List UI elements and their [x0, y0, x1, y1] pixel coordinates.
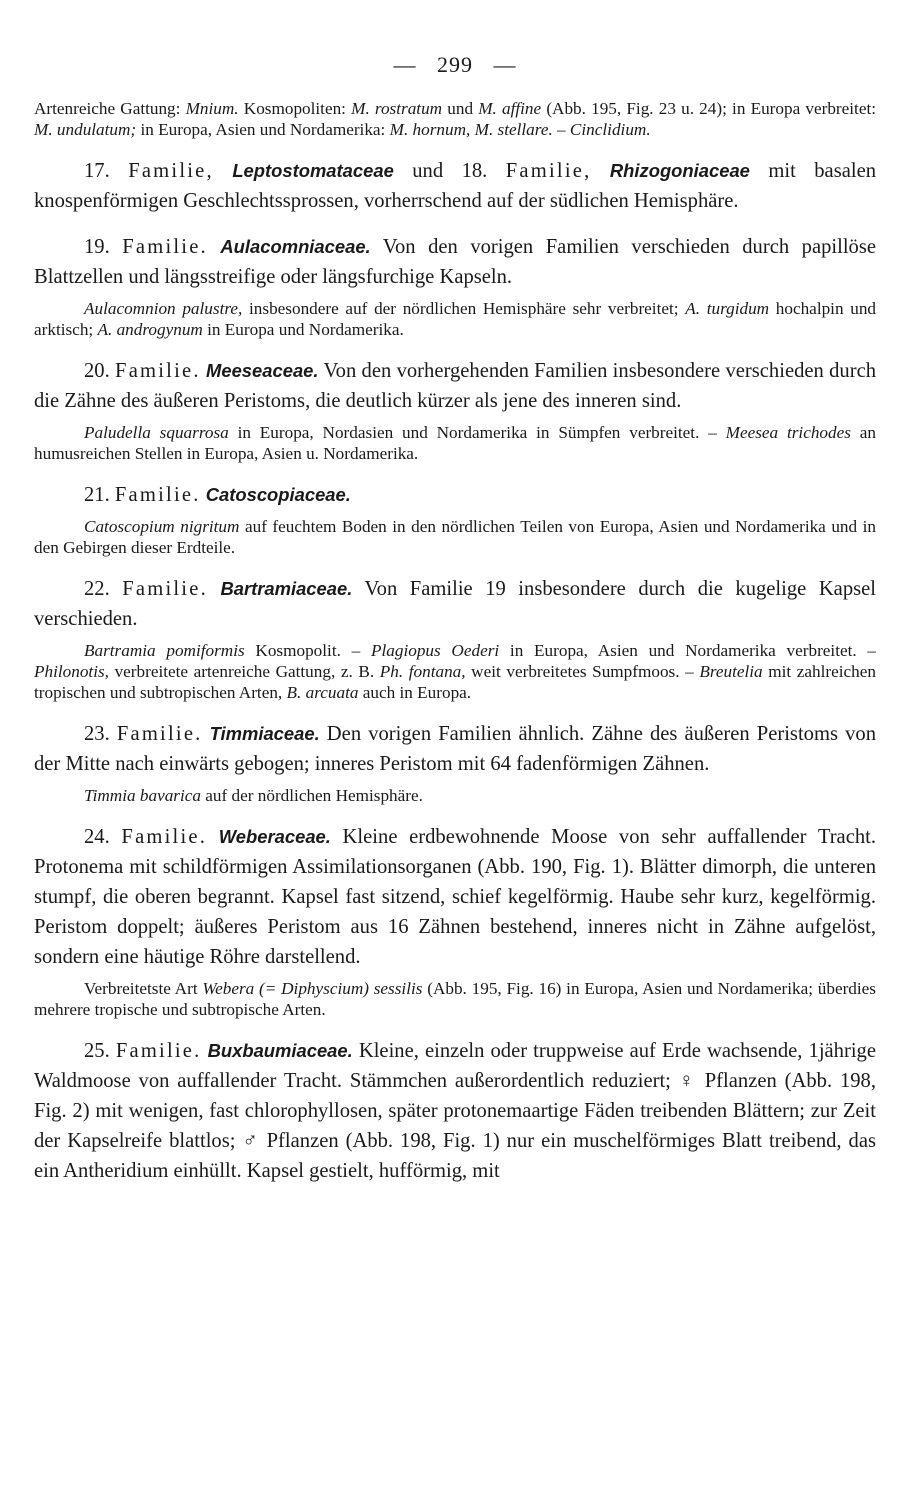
text: in Europa, Asien und Nordamerika:	[136, 120, 390, 139]
male-symbol-icon: ♂	[242, 1130, 260, 1152]
mnium-paragraph	[34, 98, 876, 140]
taxon: A. turgidum	[685, 299, 770, 318]
text: an humusreichen Stellen in Europa, Asien u. Nordamerika.	[34, 423, 876, 463]
family-name: Timmiaceae.	[209, 723, 320, 744]
taxon: M. affine	[478, 99, 542, 118]
taxon: Bartramia pomiformis	[84, 641, 245, 660]
family-label: Familie.	[116, 723, 203, 745]
family-23-paragraph	[34, 719, 876, 779]
family-number: 24.	[84, 826, 122, 848]
family-label: Familie,	[128, 160, 214, 182]
taxon: Ph. fontana,	[379, 662, 466, 681]
taxon: Plagiopus Oederi	[370, 641, 500, 660]
text: auch in Europa.	[358, 683, 472, 702]
text: auf der nördlichen Hemisphäre.	[200, 786, 423, 805]
family-number: 23.	[84, 723, 117, 745]
text: Kosmopolit. –	[244, 641, 371, 660]
family-19-species	[34, 298, 876, 340]
taxon: M. hornum, M. stellare. – Cinclidium.	[389, 120, 651, 139]
taxon: Aulacomnion palustre,	[84, 299, 243, 318]
family-21-species	[34, 516, 876, 558]
family-22-species	[34, 640, 876, 703]
family-20-paragraph	[34, 356, 876, 416]
taxon: Webera (= Diphyscium) sessilis	[202, 979, 423, 998]
family-name: Bartramiaceae.	[220, 578, 353, 599]
family-24-species	[34, 978, 876, 1020]
family-number: 22.	[84, 578, 123, 600]
family-label: Familie.	[122, 236, 208, 258]
family-25-paragraph	[34, 1036, 876, 1186]
family-number: 19.	[84, 236, 123, 258]
family-name: Weberaceae.	[218, 826, 331, 847]
taxon: Timmia bavarica	[84, 786, 201, 805]
taxon: A. androgynum	[97, 320, 203, 339]
taxon: Philonotis,	[34, 662, 109, 681]
text: Kleine, einzeln oder truppweise auf Erde wachsende, 1jährige Waldmoose von auffallender Tracht. Stämmchen außerordentlich reduziert;	[34, 1040, 876, 1092]
text: Pflanzen (Abb. 198, Fig. 1) nur ein muschelförmiges Blatt treibend, das ein Antheridium einhüllt. Kapsel gestielt, hufförmig, mit	[34, 1130, 876, 1182]
family-number: 25.	[84, 1040, 116, 1062]
text: verbreitete artenreiche Gattung, z. B.	[108, 662, 380, 681]
text: auf feuchtem Boden in den nördlichen Teilen von Europa, Asien und Nordamerika und in den Gebirgen dieser Erdteile.	[34, 517, 876, 557]
taxon: Mnium.	[185, 99, 239, 118]
family-label: Familie.	[115, 360, 201, 382]
taxon: M. undulatum;	[34, 120, 137, 139]
family-number: 20.	[84, 360, 116, 382]
family-description: Von den vorigen Familien verschieden durch papillöse Blattzellen und längsstreifige oder längsfurchige Kapseln.	[34, 236, 876, 288]
taxon: Paludella squarrosa	[84, 423, 229, 442]
family-22-paragraph	[34, 574, 876, 634]
page-number: — 299 —	[393, 52, 517, 77]
family-description: Von Familie 19 insbesondere durch die kugelige Kapsel verschieden.	[34, 578, 876, 630]
family-24-paragraph	[34, 822, 876, 972]
family-name: Aulacomniaceae.	[220, 236, 371, 257]
family-20-species	[34, 422, 876, 464]
family-name: Catoscopiaceae.	[205, 484, 351, 505]
family-23-species	[34, 785, 876, 806]
family-label: Familie.	[114, 484, 201, 506]
family-description: Kleine erdbewohnende Moose von sehr auffallender Tracht. Protonema mit schildförmigen Assimilationsorganen (Abb. 190, Fig. 1). Blätter dimorph, die unteren stumpf, die oberen begrannt. Kapsel fast sitzend, schief kegelförmig. Haube sehr kurz, kegelförmig. Peristom doppelt; äußeres Peristom aus 16 Zähnen bestehend, inneres nicht in Zähne aufgelöst, sondern eine häutige Röhre darstellend.	[34, 826, 876, 968]
text: Verbreitetste Art	[84, 979, 203, 998]
text: hochalpin und arktisch;	[34, 299, 877, 339]
taxon: M. rostratum	[351, 99, 443, 118]
text: (Abb. 195, Fig. 16) in Europa, Asien und Nordamerika; überdies mehrere tropische und subtropische Arten.	[34, 979, 876, 1019]
family-number: 21.	[84, 484, 115, 506]
family-19-paragraph	[34, 232, 876, 292]
family-21-paragraph	[34, 480, 876, 510]
family-description: Den vorigen Familien ähnlich. Zähne des äußeren Peristoms von der Mitte nach einwärts gebogen; inneres Peristom mit 64 fadenförmigen Zähnen.	[34, 723, 876, 775]
family-name: Leptostomataceae	[232, 160, 394, 181]
family-number: 17.	[84, 160, 129, 182]
taxon: Catoscopium nigritum	[84, 517, 240, 536]
taxon: Meesea trichodes	[725, 423, 851, 442]
text: und 18.	[393, 160, 506, 182]
family-label: Familie.	[122, 578, 208, 600]
text: mit zahlreichen tropischen und subtropischen Arten,	[34, 662, 876, 702]
family-17-18-paragraph	[34, 156, 876, 216]
book-page	[34, 52, 876, 1186]
family-label: Familie.	[115, 1040, 202, 1062]
text: (Abb. 195, Fig. 23 u. 24); in Europa verbreitet:	[541, 99, 877, 118]
female-symbol-icon: ♀	[678, 1070, 697, 1092]
family-description: mit basalen knospenförmigen Geschlechtssprossen, vorherrschend auf der südlichen Hemisphäre.	[34, 160, 877, 212]
text: in Europa, Asien und Nordamerika verbreitet. –	[499, 641, 877, 660]
family-description: Von den vorhergehenden Familien insbesondere verschieden durch die Zähne des äußeren Peristoms, die deutlich kürzer als jene des inneren sind.	[34, 360, 877, 412]
family-label: Familie,	[505, 160, 592, 182]
text: in Europa und Nordamerika.	[202, 320, 404, 339]
text: Artenreiche Gattung:	[34, 99, 186, 118]
text: und	[442, 99, 479, 118]
family-name: Rhizogoniaceae	[609, 160, 750, 181]
taxon: B. arcuata	[286, 683, 359, 702]
text: insbesondere auf der nördlichen Hemisphäre sehr verbreitet;	[242, 299, 686, 318]
family-label: Familie.	[121, 826, 208, 848]
text: Kosmopoliten:	[238, 99, 352, 118]
text: in Europa, Nordasien und Nordamerika in Sümpfen verbreitet. –	[228, 423, 726, 442]
text: Pflanzen (Abb. 198, Fig. 2) mit wenigen, fast chlorophyllosen, später protonemaartige Fäden treibenden Blättern; zur Zeit der Kapselreife blattlos;	[34, 1070, 876, 1152]
taxon: Breutelia	[699, 662, 763, 681]
family-name: Buxbaumiaceae.	[207, 1040, 353, 1061]
family-name: Meeseaceae.	[206, 360, 319, 381]
text: weit verbreitetes Sumpfmoos. –	[465, 662, 700, 681]
